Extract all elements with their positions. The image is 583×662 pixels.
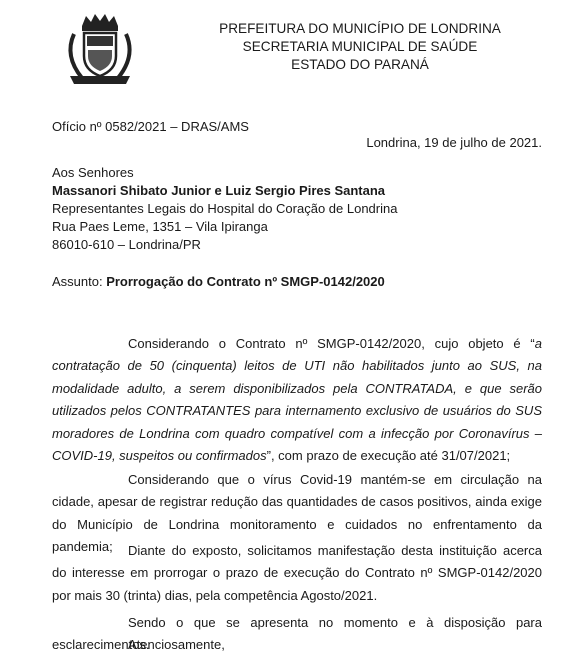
letterhead-line-3: ESTADO DO PARANÁ <box>291 57 429 72</box>
subject-label: Assunto: <box>52 274 107 289</box>
paragraph-4 <box>52 612 542 657</box>
p2-text: Considerando que o vírus Covid-19 mantém-se em circulação na cidade, apesar de registrar redução das quantidades de casos positivos, ainda exige do Município de Londrina monitoramento e cuidados no enfrentamento da pandemia; <box>52 472 542 555</box>
p1-quote: a contratação de 50 (cinquenta) leitos de UTI não habilitados junto ao SUS, na modalidade adulto, a serem disponibilizados pela CONTRATADA, e que serão utilizados pelos CONTRATANTES para internamento exclusivo de usuários do SUS moradores de Londrina com quadro compatível com a infecção por Coronavírus – COVID-19, suspeitos ou confirmados <box>52 336 542 464</box>
recipient-block <box>52 164 397 254</box>
p4-text: Sendo o que se apresenta no momento e à disposição para esclarecimentos. <box>52 615 542 653</box>
closing: Atenciosamente, <box>128 637 225 652</box>
paragraph-3 <box>52 540 542 607</box>
letterhead-line-2: SECRETARIA MUNICIPAL DE SAÚDE <box>242 39 478 54</box>
coat-of-arms-seal <box>60 12 140 86</box>
letter-date: Londrina, 19 de julho de 2021. <box>366 135 542 150</box>
salutation: Aos Senhores <box>52 165 134 180</box>
letterhead <box>160 20 560 74</box>
p1-end: ”, com prazo de execução até 31/07/2021; <box>266 448 511 464</box>
subject-line <box>52 273 385 291</box>
p1-intro: Considerando o Contrato nº SMGP-0142/2020, cujo objeto é “ <box>128 336 535 351</box>
recipient-names: Massanori Shibato Junior e Luiz Sergio Pires Santana <box>52 183 386 198</box>
recipient-street: Rua Paes Leme, 1351 – Vila Ipiranga <box>52 219 268 234</box>
letterhead-line-1: PREFEITURA DO MUNICÍPIO DE LONDRINA <box>219 21 501 36</box>
subject-text: Prorrogação do Contrato nº SMGP-0142/2020 <box>106 274 385 289</box>
paragraph-1 <box>52 333 542 467</box>
recipient-role: Representantes Legais do Hospital do Coração de Londrina <box>52 201 398 216</box>
oficio-number: Ofício nº 0582/2021 – DRAS/AMS <box>52 119 249 134</box>
recipient-city: 86010-610 – Londrina/PR <box>52 237 201 252</box>
p3-text: Diante do exposto, solicitamos manifestação desta instituição acerca do interesse em prorrogar o prazo de execução do Contrato nº SMGP-0142/2020 por mais 30 (trinta) dias, pela competência Agosto/2021. <box>52 543 542 603</box>
